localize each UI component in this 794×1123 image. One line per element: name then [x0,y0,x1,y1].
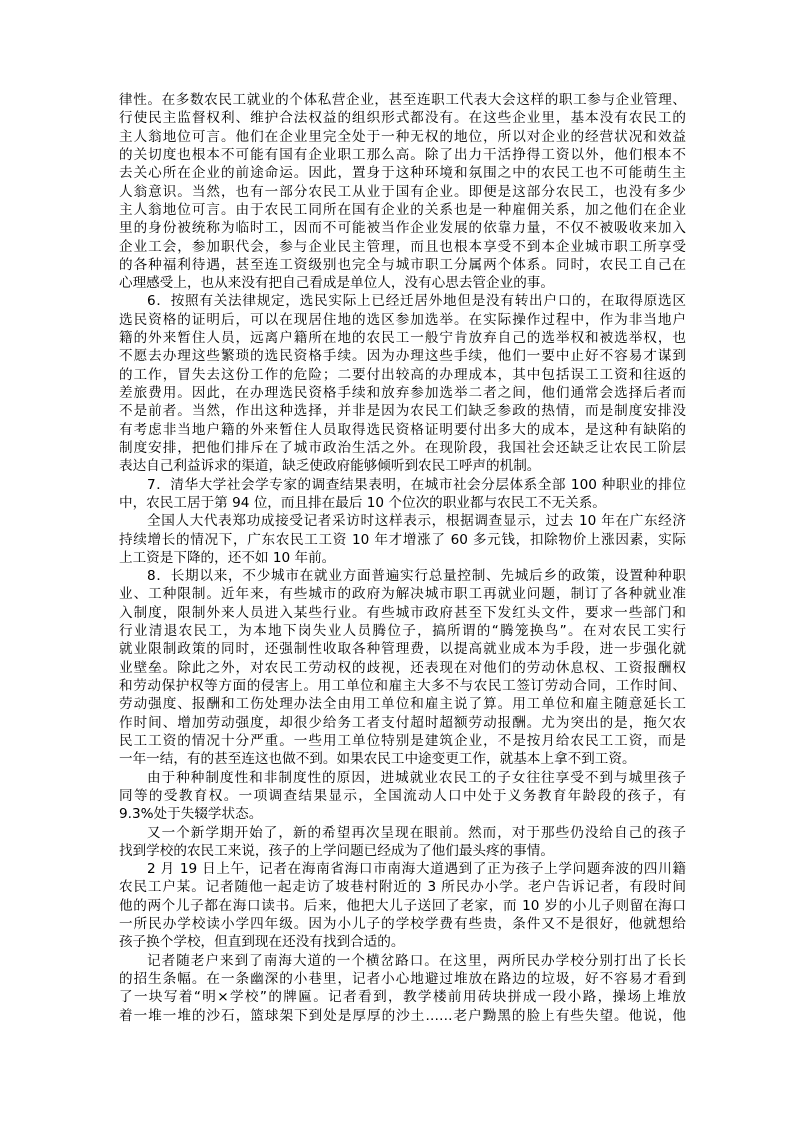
text-line: 中，农民工居于第 94 位，而且排在最后 10 个位次的职业都与农民工不无关系。 [119,494,606,511]
text-line: 2 月 19 日上午，记者在海南省海口市南海大道遇到了正为孩子上学问题奔波的四川籍 [147,861,686,878]
text-line: 上工资是下降的，还不如 10 年前。 [119,549,336,566]
text-line: 又一个新学期开始了，新的希望再次呈现在眼前。然而，对于那些仍没给自己的孩子 [147,824,686,841]
text-line: 9.3%处于失辍学状态。 [119,806,263,823]
text-line: 入制度，限制外来人员进入某些行业。有些城市政府甚至下发红头文件，要求一些部门和 [119,604,686,621]
text-line: 的关切度也根本不可能有国有企业职工那么高。除了出力干活挣得工资以外，他们根本不 [119,146,686,163]
text-line: 业、工种限制。近年来，有些城市的政府为解决城市职工再就业问题，制订了各种就业准 [119,586,686,603]
text-line: 民工工资的情况十分严重。一些用工单位特别是建筑企业，不是按月给农民工工资，而是 [119,732,686,749]
text-line: 去关心所在企业的前途命运。因此，置身于这种环境和氛围之中的农民工也不可能萌生主 [119,165,686,182]
text-line: 着一堆一堆的沙石，篮球架下到处是厚厚的沙土……老户黝黑的脸上有些失望。他说，他 [119,1007,686,1024]
text-line: 主人翁地位可言。由于农民工同所在国有企业的关系也是一种雇佣关系，加之他们在企业 [119,201,686,218]
text-line: 的各种福利待遇，甚至连工资级别也完全与城市职工分属两个体系。同时，农民工自己在 [119,256,686,273]
text-line: 全国人大代表郑功成接受记者采访时这样表示，根据调查显示，过去 10 年在广东经济 [147,513,686,530]
text-line: 企业工会，参加职代会，参与企业民主管理，而且也根本享受不到本企业城市职工所享受 [119,238,686,255]
text-line: 找到学校的农民工来说，孩子的上学问题已经成为了他们最头疼的事情。 [119,842,554,859]
text-line: 就业限制政策的同时，还强制性收取各种管理费，以提高就业成本为手段，进一步强化就 [119,641,686,658]
text-line: 差旅费用。因此，在办理选民资格手续和放弃参加选举二者之间，他们通常会选择后者而 [119,385,686,401]
text-line: 业壁垒。除此之外，对农民工劳动权的歧视，还表现在对他们的劳动休息权、工资报酬权 [119,659,686,676]
text-line: 持续增长的情况下，广东农民工工资 10 年才增涨了 60 多元钱，扣除物价上涨因素，实际 [119,531,686,548]
text-line: 同等的受教育权。一项调查结果显示，全国流动人口中处于义务教育年龄段的孩子，有 [119,787,686,804]
text-line: 劳动强度、报酬和工伤处理办法全由用工单位和雇主说了算。用工单位和雇主随意延长工 [119,696,686,713]
text-line: 的招生条幅。在一条幽深的小巷里，记者小心地避过堆放在路边的垃圾，好不容易才看到 [119,971,686,987]
text-line: 行使民主监督权利、维护合法权益的组织形式都没有。在这些企业里，基本没有农民工的 [119,110,686,127]
text-line: 不愿去办理这些繁琐的选民资格手续。因为办理这些手续，他们一要中止好不容易才谋到 [119,348,686,365]
text-line: 表达自己利益诉求的渠道，缺乏使政府能够倾听到农民工呼声的机制。 [119,458,541,475]
text-line: 里的身份被统称为临时工，因而不可能被当作企业发展的依靠力量，不仅不被吸收来加入 [119,220,686,237]
text-line: 一所民办学校读小学四年级。因为小儿子的学校学费有些贵，条件又不是很好，他就想给 [119,916,686,933]
text-line: 不是前者。当然，作出这种选择，并非是因为农民工们缺乏参政的热情，而是制度安排没 [119,403,686,420]
text-line: 人翁意识。当然，也有一部分农民工从业于国有企业。即便是这部分农民工，也没有多少 [119,183,686,200]
text-line: 记者随老户来到了南海大道的一个横岔路口。在这里，两所民办学校分别打出了长长 [147,952,686,969]
text-line: 作时间、增加劳动强度，却很少给务工者支付超时超额劳动报酬。尤为突出的是，拖欠农 [119,714,686,731]
text-line: 他的两个儿子都在海口读书。后来，他把大儿子送回了老家，而 10 岁的小儿子则留在海口 [119,897,686,914]
text-line: 有考虑非当地户籍的外来暂住人员取得选民资格证明要付出多大的成本，是这种有缺陷的 [119,421,686,438]
text-line: 孩子换个学校，但直到现在还没有找到合适的。 [119,934,405,951]
text-line: 制度安排，把他们排斥在了城市政治生活之外。在现阶段，我国社会还缺乏让农民工阶层 [119,439,686,456]
text-line: 选民资格的证明后，可以在现居住地的选区参加选举。在实际操作过程中，作为非当地户 [119,311,686,328]
text-line: 籍的外来暂住人员，远离户籍所在地的农民工一般宁肯放弃自己的选举权和被选举权，也 [119,330,686,347]
text-line: 由于种种制度性和非制度性的原因，进城就业农民工的子女往往享受不到与城里孩子 [147,769,686,786]
text-line: 了一块写着“明×学校”的牌匾。记者看到，教学楼前用砖块拼成一段小路，操场上堆放 [119,989,686,1006]
text-line: 心理感受上，也从来没有把自己看成是单位人，没有心思去管企业的事。 [119,275,554,292]
text-line: 6．按照有关法律规定，选民实际上已经迁居外地但是没有转出户口的，在取得原选区 [147,293,686,310]
text-line: 和劳动保护权等方面的侵害上。用工单位和雇主大多不与农民工签订劳动合同，工作时间、 [119,678,686,694]
text-line: 律性。在多数农民工就业的个体私营企业，甚至连职工代表大会这样的职工参与企业管理、 [119,92,686,108]
document-page [119,91,686,1025]
text-line: 主人翁地位可言。他们在企业里完全处于一种无权的地位，所以对企业的经营状况和效益 [119,128,686,145]
text-line: 行业清退农民工，为本地下岗失业人员腾位子，搞所谓的“腾笼换鸟”。在对农民工实行 [119,623,686,640]
text-line: 农民工户某。记者随他一起走访了坡巷村附近的 3 所民办小学。老户告诉记者，有段时间 [119,879,686,896]
text-line: 一年一结，有的甚至连这也做不到。如果农民工中途变更工作，就基本上拿不到工资。 [119,751,636,768]
text-line: 7．清华大学社会学专家的调查结果表明，在城市社会分层体系全部 100 种职业的排位 [147,476,686,493]
text-line: 8．长期以来，不少城市在就业方面普遍实行总量控制、先城后乡的政策，设置种种职 [147,568,686,585]
text-line: 的工作，冒失去这份工作的危险；二要付出较高的办理成本，其中包括误工工资和往返的 [119,366,686,383]
